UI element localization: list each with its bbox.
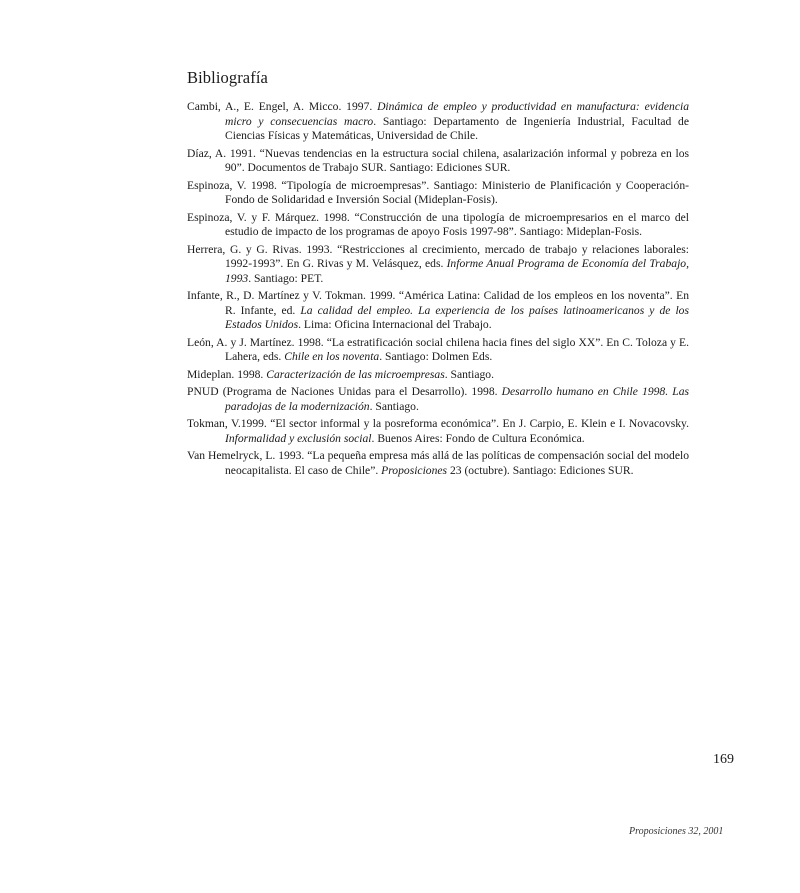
entry-text: . Lima: Oficina Internacional del Trabajo. xyxy=(298,318,492,332)
entry-text: . Santiago: PET. xyxy=(248,271,324,285)
bibliography-entry xyxy=(187,100,689,144)
entry-text: PNUD (Programa de Naciones Unidas para el Desarrollo). 1998. xyxy=(187,385,502,399)
entry-text: . Santiago: Departamento de Ingeniería Industrial, Facultad de Ciencias Físicas y Matemáticas, Universidad de Chile. xyxy=(225,114,689,143)
entry-text: 23 (octubre). Santiago: Ediciones SUR. xyxy=(447,463,634,477)
bibliography-list xyxy=(187,100,689,481)
entry-italic-title: Desarrollo humano en Chile 1998. Las paradojas de la modernización xyxy=(225,385,689,413)
entry-italic-title: Chile en los noventa xyxy=(284,350,380,364)
entry-text: . Santiago. xyxy=(369,399,419,413)
bibliography-entry xyxy=(187,449,689,478)
page-title: Bibliografía xyxy=(187,68,268,87)
entry-text: . Santiago. xyxy=(444,367,495,381)
entry-italic-title: Dinámica de empleo y productividad en manufactura: evidencia micro y consecuencias macro xyxy=(225,100,689,128)
entry-italic-title: La calidad del empleo. La experiencia de los países latinoamericanos y de los Estados Unidos xyxy=(225,303,689,332)
entry-text: . Santiago: Dolmen Eds. xyxy=(379,350,493,364)
entry-text: Espinoza, V. y F. Márquez. 1998. “Construcción de una tipología de microempresarios en el marco del estudio de impacto de los programas de apoyo Fosis 1997-98”. Santiago: Mideplan-Fosis. xyxy=(187,210,689,239)
bibliography-entry xyxy=(187,243,689,287)
page-number: 169 xyxy=(713,752,734,767)
entry-text: Espinoza, V. 1998. “Tipología de microempresas”. Santiago: Ministerio de Planificación y Cooperación-Fondo de Solidaridad e Inversión Social (Mideplan-Fosis). xyxy=(187,178,689,207)
entry-text: León, A. y J. Martínez. 1998. “La estratificación social chilena hacia fines del siglo XX”. En C. Toloza y E. Lahera, eds. xyxy=(187,335,689,364)
entry-text: Tokman, V.1999. “El sector informal y la posreforma económica”. En J. Carpio, E. Klein e I. Novacovsky. xyxy=(187,417,689,431)
bibliography-entry xyxy=(187,289,689,333)
entry-italic-title: Caracterización de las microempresas xyxy=(266,367,445,381)
entry-text: Van Hemelryck, L. 1993. “La pequeña empresa más allá de las políticas de compensación social del modelo neocapitalista. El caso de Chile”. xyxy=(187,449,689,477)
entry-text: . Buenos Aires: Fondo de Cultura Económica. xyxy=(371,431,585,445)
entry-text: Mideplan. 1998. xyxy=(187,367,267,381)
bibliography-entry xyxy=(187,179,689,208)
entry-text: Herrera, G. y G. Rivas. 1993. “Restricciones al crecimiento, mercado de trabajo y relaciones laborales: 1992-1993”. En G. Rivas y M. Velásquez, eds. xyxy=(187,242,689,271)
bibliography-entry xyxy=(187,417,689,446)
entry-text: Díaz, A. 1991. “Nuevas tendencias en la estructura social chilena, asalarización informal y pobreza en los 90”. Documentos de Trabajo SUR. Santiago: Ediciones SUR. xyxy=(187,146,689,175)
entry-italic-title: Informe Anual Programa de Economía del Trabajo, 1993 xyxy=(225,257,689,285)
bibliography-entry xyxy=(187,336,689,365)
entry-italic-title: Informalidad y exclusión social xyxy=(225,431,372,445)
bibliography-entry xyxy=(187,385,689,414)
bibliography-entry xyxy=(187,211,689,240)
entry-text: Infante, R., D. Martínez y V. Tokman. 1999. “América Latina: Calidad de los empleos en los noventa”. En R. Infante, ed. xyxy=(187,289,689,317)
bibliography-entry xyxy=(187,147,689,176)
entry-italic-title: Proposiciones xyxy=(381,463,448,477)
running-footer: Proposiciones 32, 2001 xyxy=(629,826,724,837)
bibliography-entry xyxy=(187,368,689,383)
entry-text: Cambi, A., E. Engel, A. Micco. 1997. xyxy=(187,100,378,113)
